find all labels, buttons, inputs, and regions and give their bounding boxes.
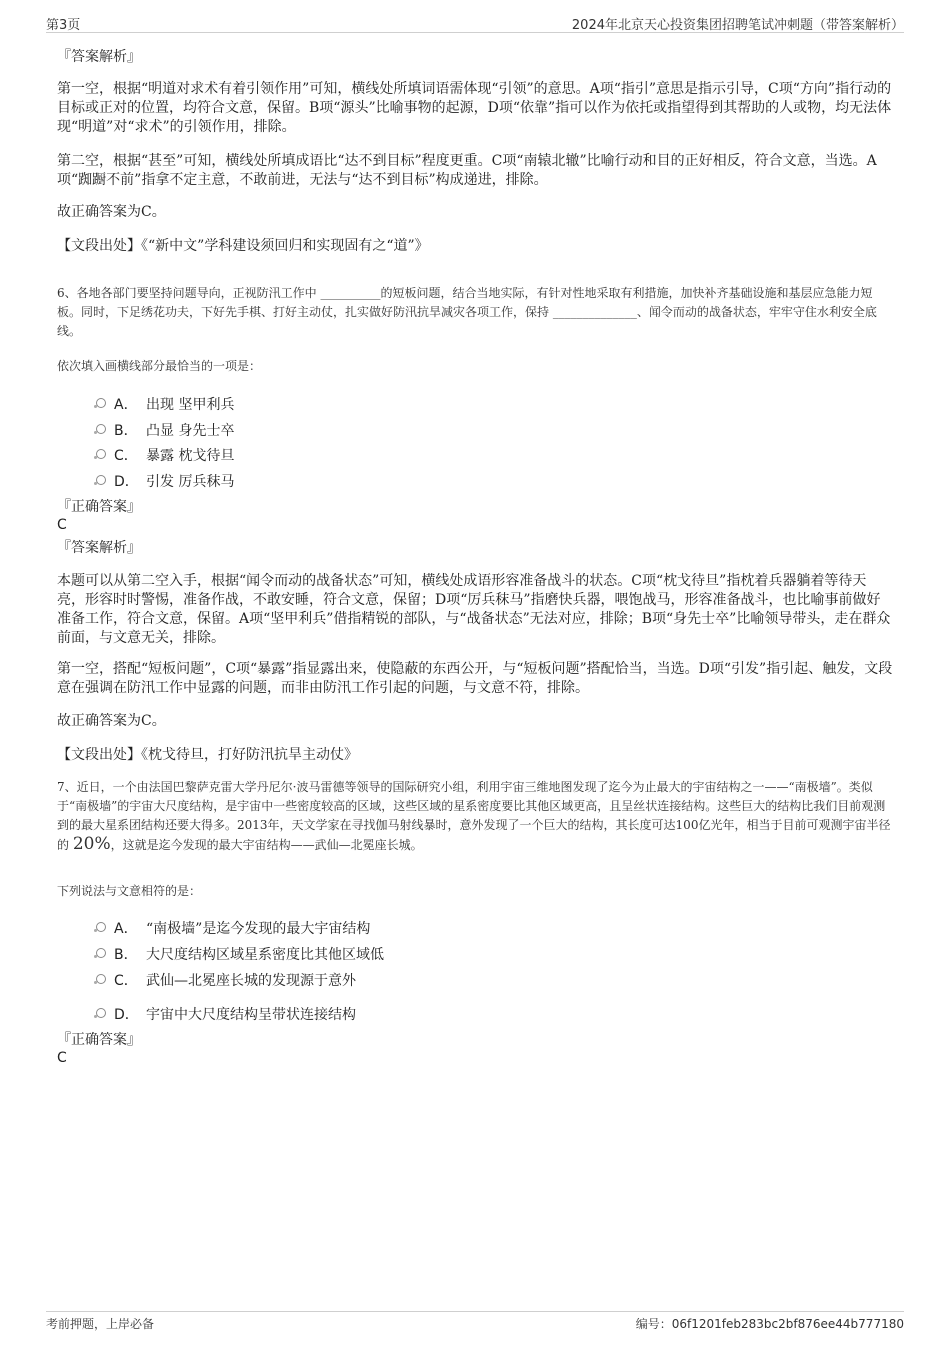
q7-stem xyxy=(57,778,893,855)
radio-button[interactable] xyxy=(96,948,106,958)
q5-source: 【文段出处】《“新中文”学科建设须回归和实现固有之“道”》 xyxy=(57,238,429,254)
radio-button[interactable] xyxy=(96,424,106,434)
option-letter: C． xyxy=(114,448,138,464)
q6-analysis-label: 『答案解析』 xyxy=(57,540,141,556)
radio-button[interactable] xyxy=(96,398,106,408)
q7-stem-percent: 20% xyxy=(72,834,111,854)
option-letter: B． xyxy=(114,947,138,963)
q6-analysis-p2: 第一空，搭配“短板问题”，C项“暴露”指显露出来，使隐蔽的东西公开，与“短板问题”搭配恰当，当选。D项“引发”指引起、触发，文段意在强调在防汛工作中显露的问题，而非由防汛工作引起的问题，与文意不符，排除。 xyxy=(57,661,893,696)
option-letter: A． xyxy=(114,397,138,413)
option-letter: D． xyxy=(114,474,139,490)
q6-answer: C xyxy=(57,517,67,533)
radio-button[interactable] xyxy=(96,974,106,984)
option-text: 武仙—北冕座长城的发现源于意外 xyxy=(146,973,356,989)
page-number: 第3页 xyxy=(46,18,81,33)
option-text: “南极墙”是迄今发现的最大宇宙结构 xyxy=(146,921,371,937)
q6-source: 【文段出处】《枕戈待旦，打好防汛抗旱主动仗》 xyxy=(57,747,358,763)
q6-analysis-p1: 本题可以从第二空入手，根据“闻令而动的战备状态”可知，横线处成语形容准备战斗的状态。C项“枕戈待旦”指枕着兵器躺着等待天亮，形容时时警惕，准备作战，不敢安睡，符合文意，保留；D项“厉兵秣马”指磨快兵器，喂饱战马，形容准备战斗，也比喻事前做好准备工作，符合文意，保留。A项“坚甲利兵”借指精锐的部队，与“战备状态”无法对应，排除；B项“身先士卒”比喻领导带头，走在群众前面，与文意无关，排除。 xyxy=(57,573,891,646)
radio-button[interactable] xyxy=(96,1008,106,1018)
q5-analysis-p2: 第二空，根据“甚至”可知，横线处所填成语比“达不到目标”程度更重。C项“南辕北辙”比喻行动和目的正好相反，符合文意，当选。A项“踟蹰不前”指拿不定主意，不敢前进，无法与“达不到目标”构成递进，排除。 xyxy=(57,153,877,188)
option-text: 暴露 枕戈待旦 xyxy=(146,448,235,464)
option-text: 凸显 身先士卒 xyxy=(146,423,235,439)
document-id: 编号：06f1201feb283bc2bf876ee44b777180 xyxy=(635,1317,904,1331)
radio-button[interactable] xyxy=(96,449,106,459)
footer-slogan: 考前押题，上岸必备 xyxy=(46,1317,155,1331)
document-title: 2024年北京天心投资集团招聘笔试冲刺题（带答案解析） xyxy=(571,18,904,33)
q6-answer-label: 『正确答案』 xyxy=(57,499,141,515)
option-text: 大尺度结构区域星系密度比其他区域低 xyxy=(146,947,384,963)
q5-analysis-p1: 第一空，根据“明道对求术有着引领作用”可知，横线处所填词语需体现“引领”的意思。A项“指引”意思是指示引导，C项“方向”指行动的目标或正对的位置，均符合文意，保留。B项“源头”比喻事物的起源，D项“依靠”指可以作为依托或指望得到其帮助的人或物，均无法体现“明道”对“求术”的引领作用，排除。 xyxy=(57,81,892,135)
option-text: 宇宙中大尺度结构呈带状连接结构 xyxy=(146,1007,356,1023)
q7-answer: C xyxy=(57,1050,67,1066)
option-letter: B． xyxy=(114,423,138,439)
q7-stem-b: ，这就是迄今发现的最大宇宙结构——武仙—北冕座长城。 xyxy=(110,838,423,852)
q6-prompt: 依次填入画横线部分最恰当的一项是： xyxy=(57,359,262,373)
option-letter: C． xyxy=(114,973,138,989)
q5-conclusion: 故正确答案为C。 xyxy=(57,204,166,220)
option-letter: A． xyxy=(114,921,138,937)
q7-answer-label: 『正确答案』 xyxy=(57,1032,141,1048)
page-footer xyxy=(46,1311,904,1334)
page-header xyxy=(46,12,904,33)
radio-button[interactable] xyxy=(96,922,106,932)
option-text: 引发 厉兵秣马 xyxy=(146,474,235,490)
q6-stem: 6、各地各部门要坚持问题导向，正视防汛工作中 __________的短板问题，结合当地实际，有针对性地采取有利措施，加快补齐基础设施和基层应急能力短板。同时，下足绣花功夫，下好先手棋、打好主动仗，扎实做好防汛抗旱减灾各项工作，保持 ______________、闻令而动的战备状态，牢牢守住水利安全底线。 xyxy=(57,286,877,338)
q7-prompt: 下列说法与文意相符的是： xyxy=(57,884,202,898)
q7-stem-a: 7、近日，一个由法国巴黎萨克雷大学丹尼尔·波马雷德等领导的国际研究小组，利用宇宙三维地图发现了迄今为止最大的宇宙结构之一——“南极墙”。类似于“南极墙”的宇宙大尺度结构，是宇宙中一些密度较高的区域，这些区域的星系密度要比其他区域更高，且呈丝状连接结构。这些巨大的结构比我们目前观测到的最大星系团结构还要大得多。2013年，天文学家在寻找伽马射线暴时，意外发现了一个巨大的结构，其长度可达100亿光年，相当于目前可观测宇宙半径的 xyxy=(57,780,891,852)
q6-conclusion: 故正确答案为C。 xyxy=(57,713,166,729)
q5-analysis-label: 『答案解析』 xyxy=(57,49,141,65)
option-text: 出现 坚甲利兵 xyxy=(146,397,235,413)
radio-button[interactable] xyxy=(96,475,106,485)
option-letter: D． xyxy=(114,1007,139,1023)
